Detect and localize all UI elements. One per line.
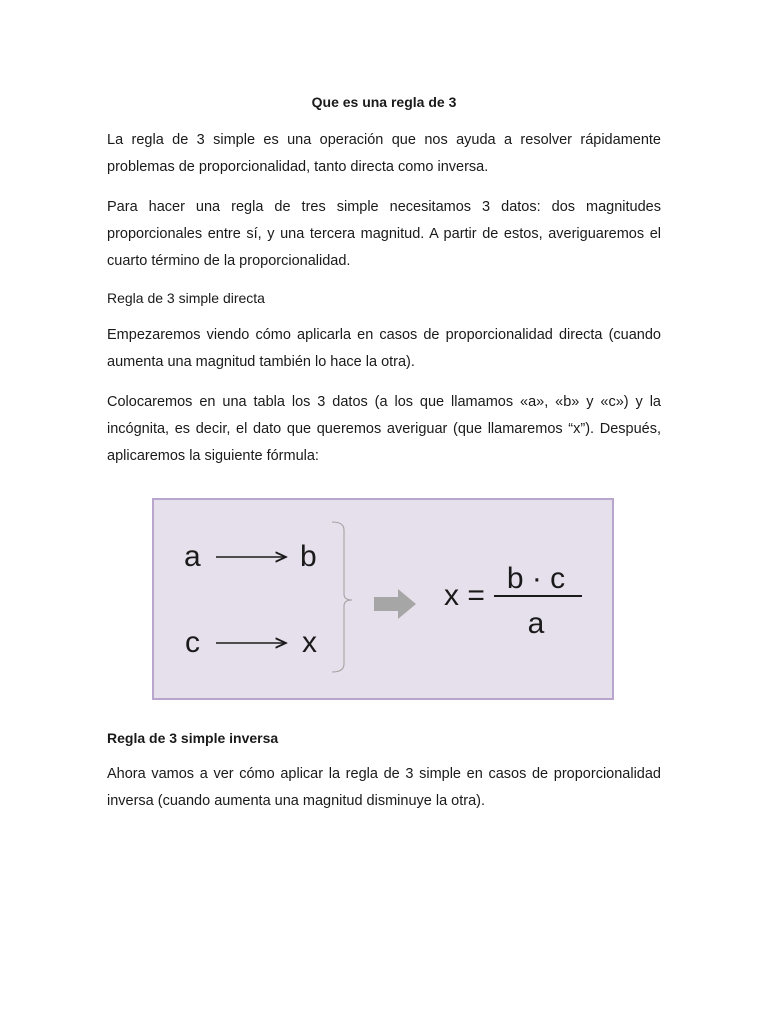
paragraph-intro: La regla de 3 simple es una operación que nos ayuda a resolver rápidamente problemas de proporcionalidad, tanto directa como inversa.	[107, 132, 661, 175]
letter-b: b	[300, 540, 317, 573]
formula-denominator: a	[527, 607, 545, 640]
page-title: Que es una regla de 3	[311, 94, 457, 110]
letter-c: c	[185, 626, 200, 659]
document-page	[107, 92, 661, 828]
formula-figure	[152, 498, 614, 700]
paragraph-datos: Para hacer una regla de tres simple necesitamos 3 datos: dos magnitudes proporcionales entre sí, y una tercera magnitud. A partir de estos, averiguaremos el cuarto término de la proporcionalidad.	[107, 199, 661, 269]
paragraph-directa-intro: Empezaremos viendo cómo aplicarla en casos de proporcionalidad directa (cuando aumenta una magnitud también lo hace la otra).	[107, 327, 661, 370]
gray-arrow-icon	[374, 589, 416, 619]
letter-x: x	[302, 626, 317, 659]
heading-inversa: Regla de 3 simple inversa	[107, 730, 279, 746]
formula-lhs: x =	[444, 579, 485, 612]
heading-directa: Regla de 3 simple directa	[107, 290, 265, 306]
letter-a: a	[184, 540, 201, 573]
formula-diagram	[154, 500, 616, 702]
paragraph-tabla: Colocaremos en una tabla los 3 datos (a los que llamamos «a», «b» y «c») y la incógnita, es decir, el dato que queremos averiguar (que llamaremos “x”). Después, aplicaremos la siguiente fórmula:	[107, 394, 661, 464]
bracket	[332, 522, 352, 672]
formula-numerator: b · c	[506, 562, 566, 595]
paragraph-inversa-intro: Ahora vamos a ver cómo aplicar la regla de 3 simple en casos de proporcionalidad inversa (cuando aumenta una magnitud disminuye la otra).	[107, 766, 661, 809]
